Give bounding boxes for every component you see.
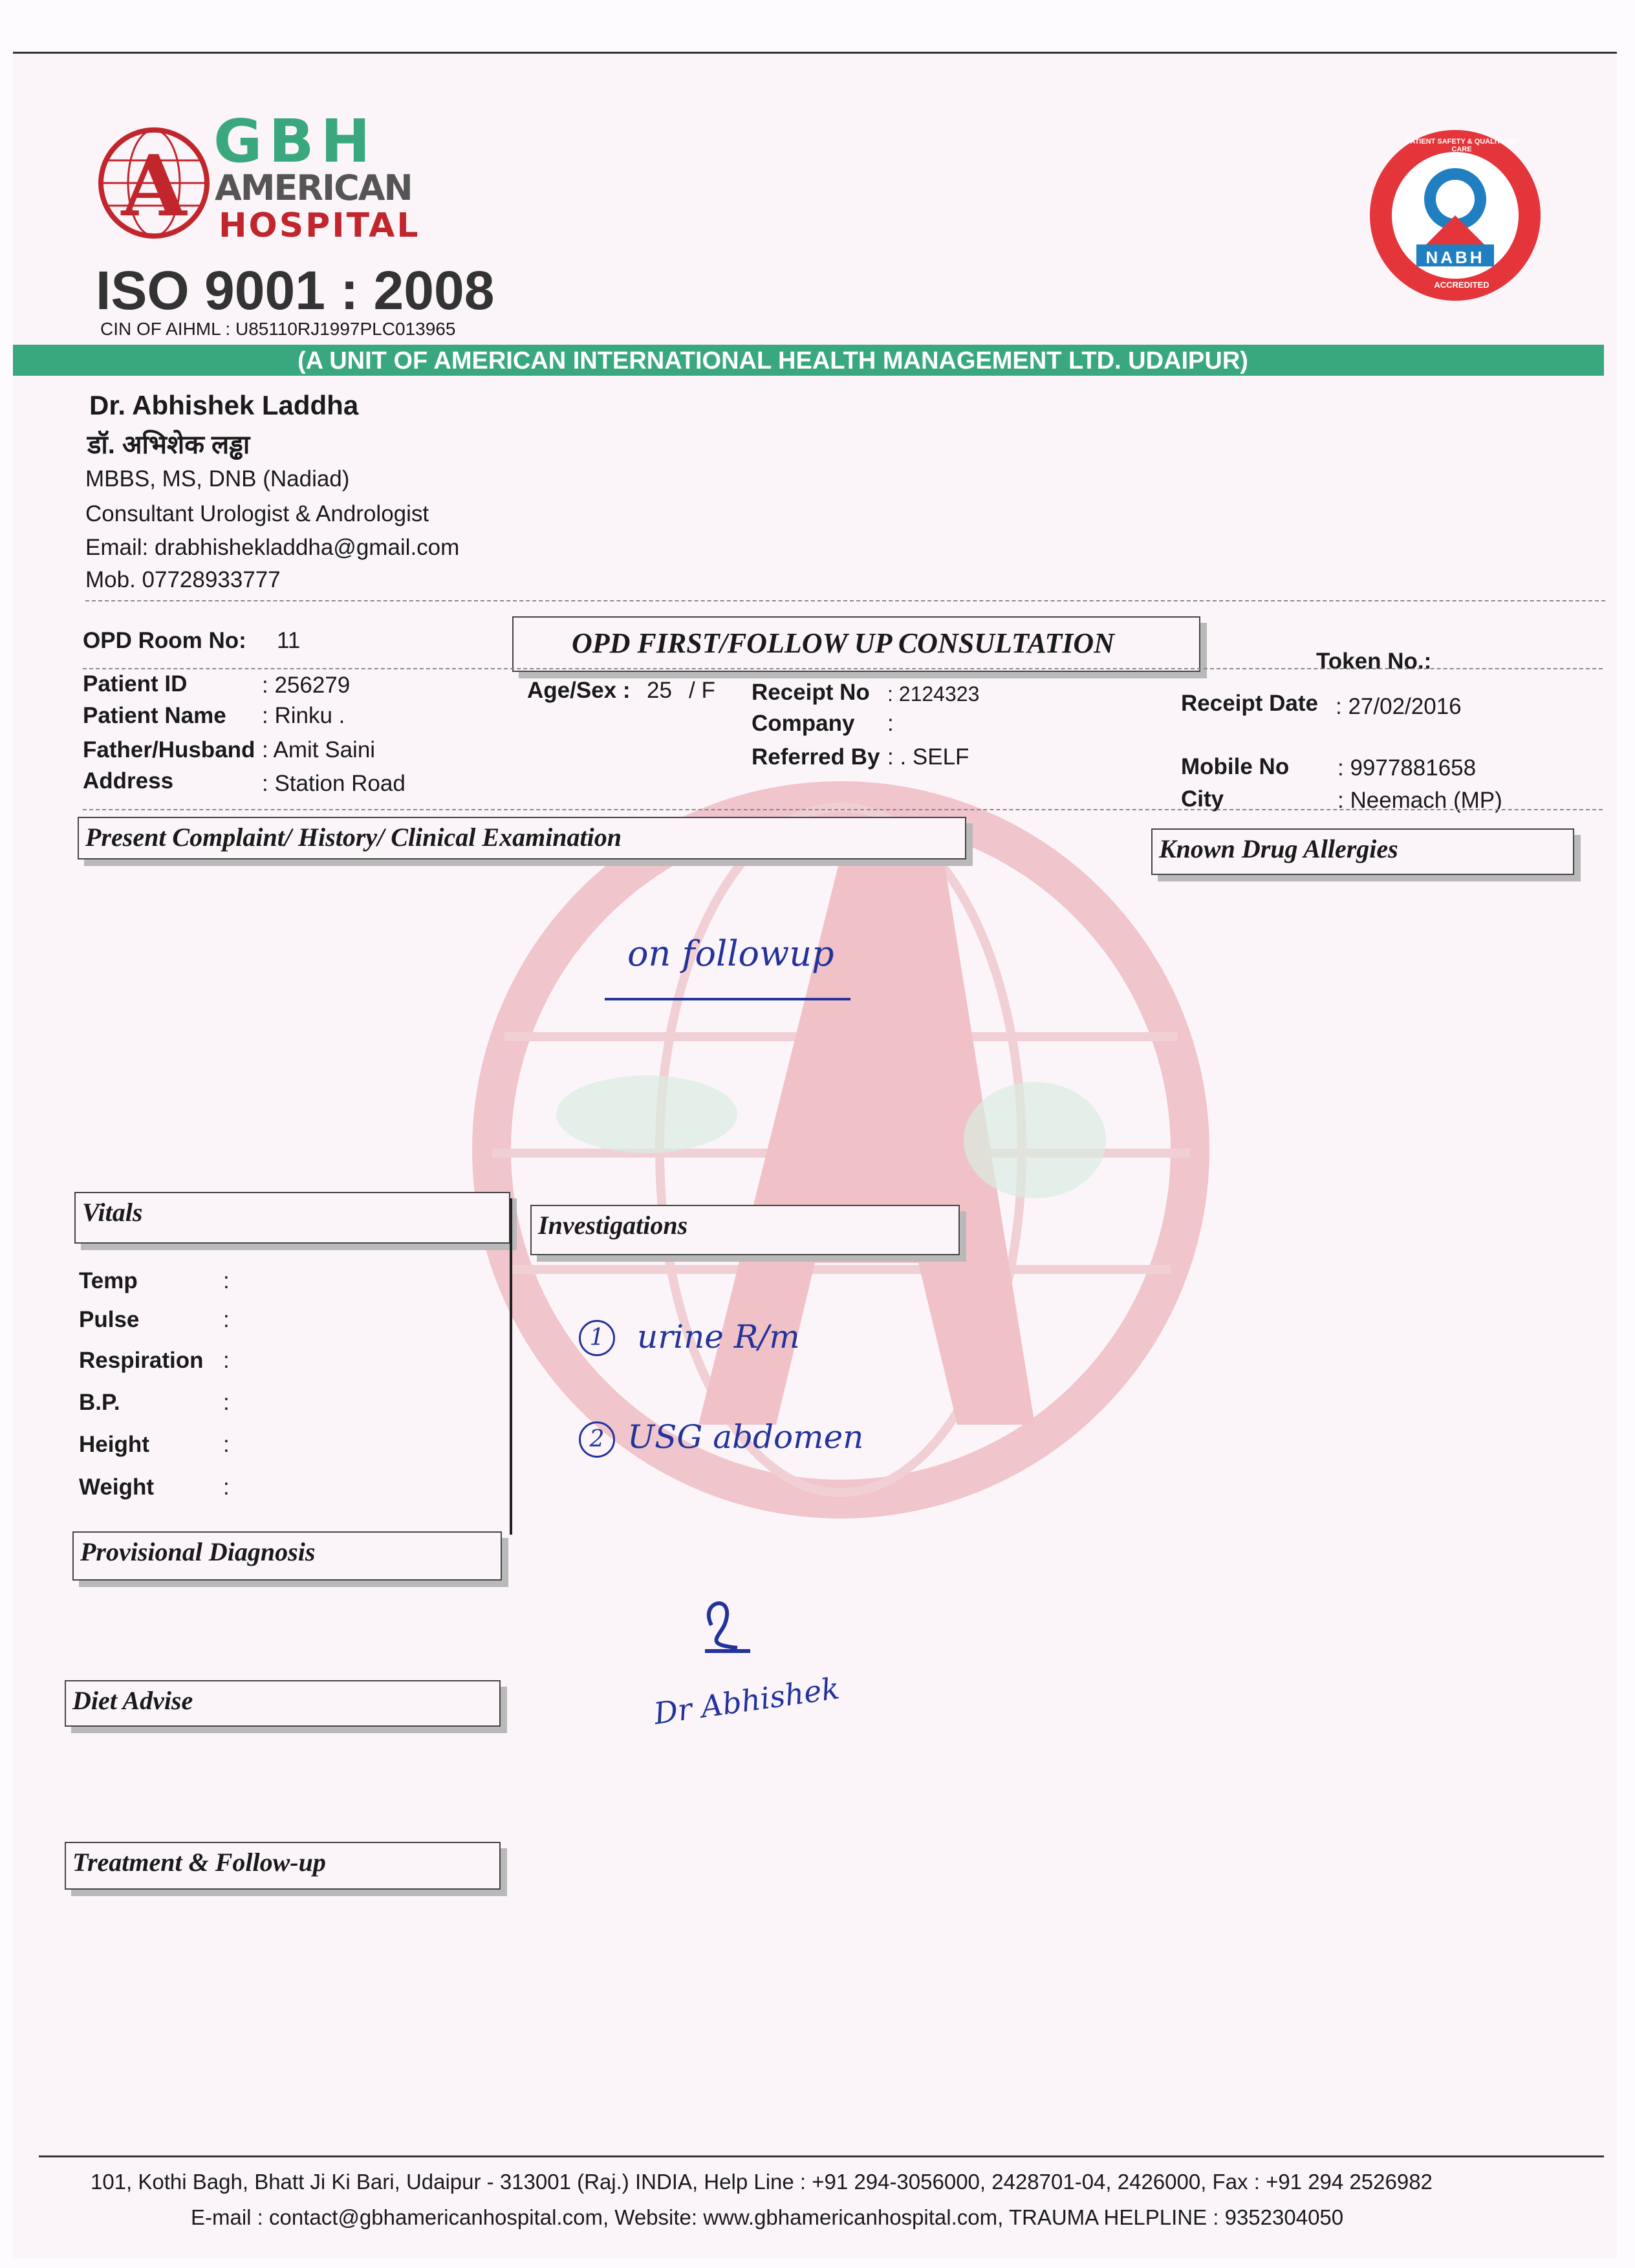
doctor-title: Consultant Urologist & Andrologist: [85, 501, 429, 526]
handwritten-complaint-note: on followup: [627, 933, 834, 974]
diagnosis-title: Provisional Diagnosis: [80, 1537, 316, 1566]
company-label: Company: [752, 711, 855, 736]
receipt-date-label: Receipt Date: [1181, 691, 1319, 716]
doctor-name-hindi: डॉ. अभिशेक लड्ढा: [87, 431, 250, 459]
complaint-title: Present Complaint/ History/ Clinical Examination: [85, 823, 622, 852]
footer-contact: E-mail : contact@gbhamericanhospital.com, Website: www.gbhamericanhospital.com, TRAUMA HELPLINE : 9352304050: [191, 2205, 1344, 2229]
doctor-degree: MBBS, MS, DNB (Nadiad): [85, 466, 350, 491]
doctor-email: Email: drabhishekladdha@gmail.com: [85, 535, 460, 560]
doctor-mobile: Mob. 07728933777: [85, 567, 281, 592]
city-value: : Neemach (MP): [1337, 788, 1502, 813]
receipt-no-value: : 2124323: [887, 682, 980, 706]
unit-banner: [13, 345, 1604, 376]
vital-label: B.P.: [79, 1390, 120, 1415]
opd-form-page: [13, 52, 1617, 2259]
vital-label: Height: [79, 1432, 149, 1457]
divider: [83, 809, 1603, 810]
referred-value: : . SELF: [887, 744, 969, 770]
treatment-section-header: [65, 1842, 501, 1890]
investigation-number: 1: [579, 1320, 615, 1356]
treatment-title: Treatment & Follow-up: [72, 1848, 326, 1877]
age-value: 25: [647, 678, 672, 703]
investigations-title: Investigations: [538, 1211, 688, 1240]
agesex-label: Age/Sex :: [527, 678, 631, 703]
vital-colon: :: [223, 1390, 230, 1415]
receipt-date-value: : 27/02/2016: [1336, 694, 1462, 719]
form-title: OPD FIRST/FOLLOW UP CONSULTATION: [572, 627, 1114, 659]
doctor-name: Dr. Abhishek Laddha: [89, 390, 359, 420]
vital-label: Weight: [79, 1474, 155, 1500]
signature-mark: [686, 1586, 763, 1664]
handwritten-investigation: USG abdomen: [627, 1418, 864, 1456]
divider: [85, 600, 1605, 601]
address-value: : Station Road: [262, 771, 406, 796]
nabh-accredited: ACCREDITED: [1434, 280, 1489, 290]
vital-colon: :: [223, 1307, 230, 1332]
divider: [83, 668, 1603, 669]
sex-value: / F: [689, 678, 715, 703]
investigation-number: 2: [579, 1421, 615, 1458]
vital-colon: :: [223, 1432, 230, 1457]
mobile-value: : 9977881658: [1337, 755, 1477, 781]
nabh-ring-text: PATIENT SAFETY & QUALITY OF CARE: [1405, 138, 1518, 153]
complaint-section-header: [78, 817, 966, 859]
globe-watermark: [453, 778, 1229, 1522]
iso-certification: ISO 9001 : 2008: [96, 260, 495, 321]
handwritten-underline: [605, 998, 850, 1000]
vital-colon: :: [223, 1268, 230, 1293]
patient-name-value: : Rinku .: [262, 703, 345, 728]
logo-american: AMERICAN: [215, 167, 412, 208]
diagnosis-section-header: [72, 1531, 502, 1581]
address-label: Address: [83, 768, 174, 794]
nabh-label: NABH: [1425, 248, 1485, 267]
vitals-section-header: [74, 1192, 510, 1244]
investigations-section-header: [530, 1205, 960, 1255]
footer-rule: [39, 2155, 1604, 2157]
handwritten-investigation: urine R/m: [637, 1318, 800, 1355]
vitals-title: Vitals: [82, 1198, 143, 1227]
form-title-box: [512, 616, 1200, 672]
gbh-globe-logo: [96, 125, 212, 241]
logo-gbh: GBH: [213, 107, 377, 176]
company-value: :: [887, 711, 894, 736]
unit-banner-text: (A UNIT OF AMERICAN INTERNATIONAL HEALTH MANAGEMENT LTD. UDAIPUR): [298, 347, 1248, 374]
city-label: City: [1181, 786, 1224, 812]
handwritten-signature: Dr Abhishek: [651, 1670, 842, 1731]
patient-id-value: : 256279: [262, 673, 351, 698]
referred-label: Referred By: [752, 744, 880, 770]
mobile-label: Mobile No: [1181, 754, 1290, 779]
patient-id-label: Patient ID: [83, 671, 188, 697]
receipt-no-label: Receipt No: [752, 680, 870, 705]
cin-number: CIN OF AIHML : U85110RJ1997PLC013965: [100, 319, 456, 339]
patient-name-label: Patient Name: [83, 703, 226, 728]
footer-address: 101, Kothi Bagh, Bhatt Ji Ki Bari, Udaipur - 313001 (Raj.) INDIA, Help Line : +91 294-3056000, 2428701-04, 2426000, Fax : +91 294 2526982: [91, 2170, 1433, 2194]
vital-colon: :: [223, 1348, 230, 1373]
diet-title: Diet Advise: [72, 1686, 193, 1715]
vital-label: Pulse: [79, 1307, 140, 1332]
father-value: : Amit Saini: [262, 737, 376, 762]
opd-room-label: OPD Room No:: [83, 628, 246, 653]
vital-colon: :: [223, 1474, 230, 1500]
allergies-title: Known Drug Allergies: [1159, 834, 1398, 863]
diet-section-header: [65, 1680, 501, 1727]
logo-hospital: HOSPITAL: [219, 206, 420, 245]
vital-label: Temp: [79, 1268, 138, 1293]
opd-room-value: 11: [277, 628, 301, 653]
vitals-divider: [510, 1198, 512, 1535]
svg-text:A: A: [121, 136, 187, 235]
vital-label: Respiration: [79, 1348, 204, 1373]
allergies-section-header: [1151, 828, 1574, 875]
token-label: Token No.:: [1316, 649, 1432, 674]
father-label: Father/Husband: [83, 737, 255, 762]
